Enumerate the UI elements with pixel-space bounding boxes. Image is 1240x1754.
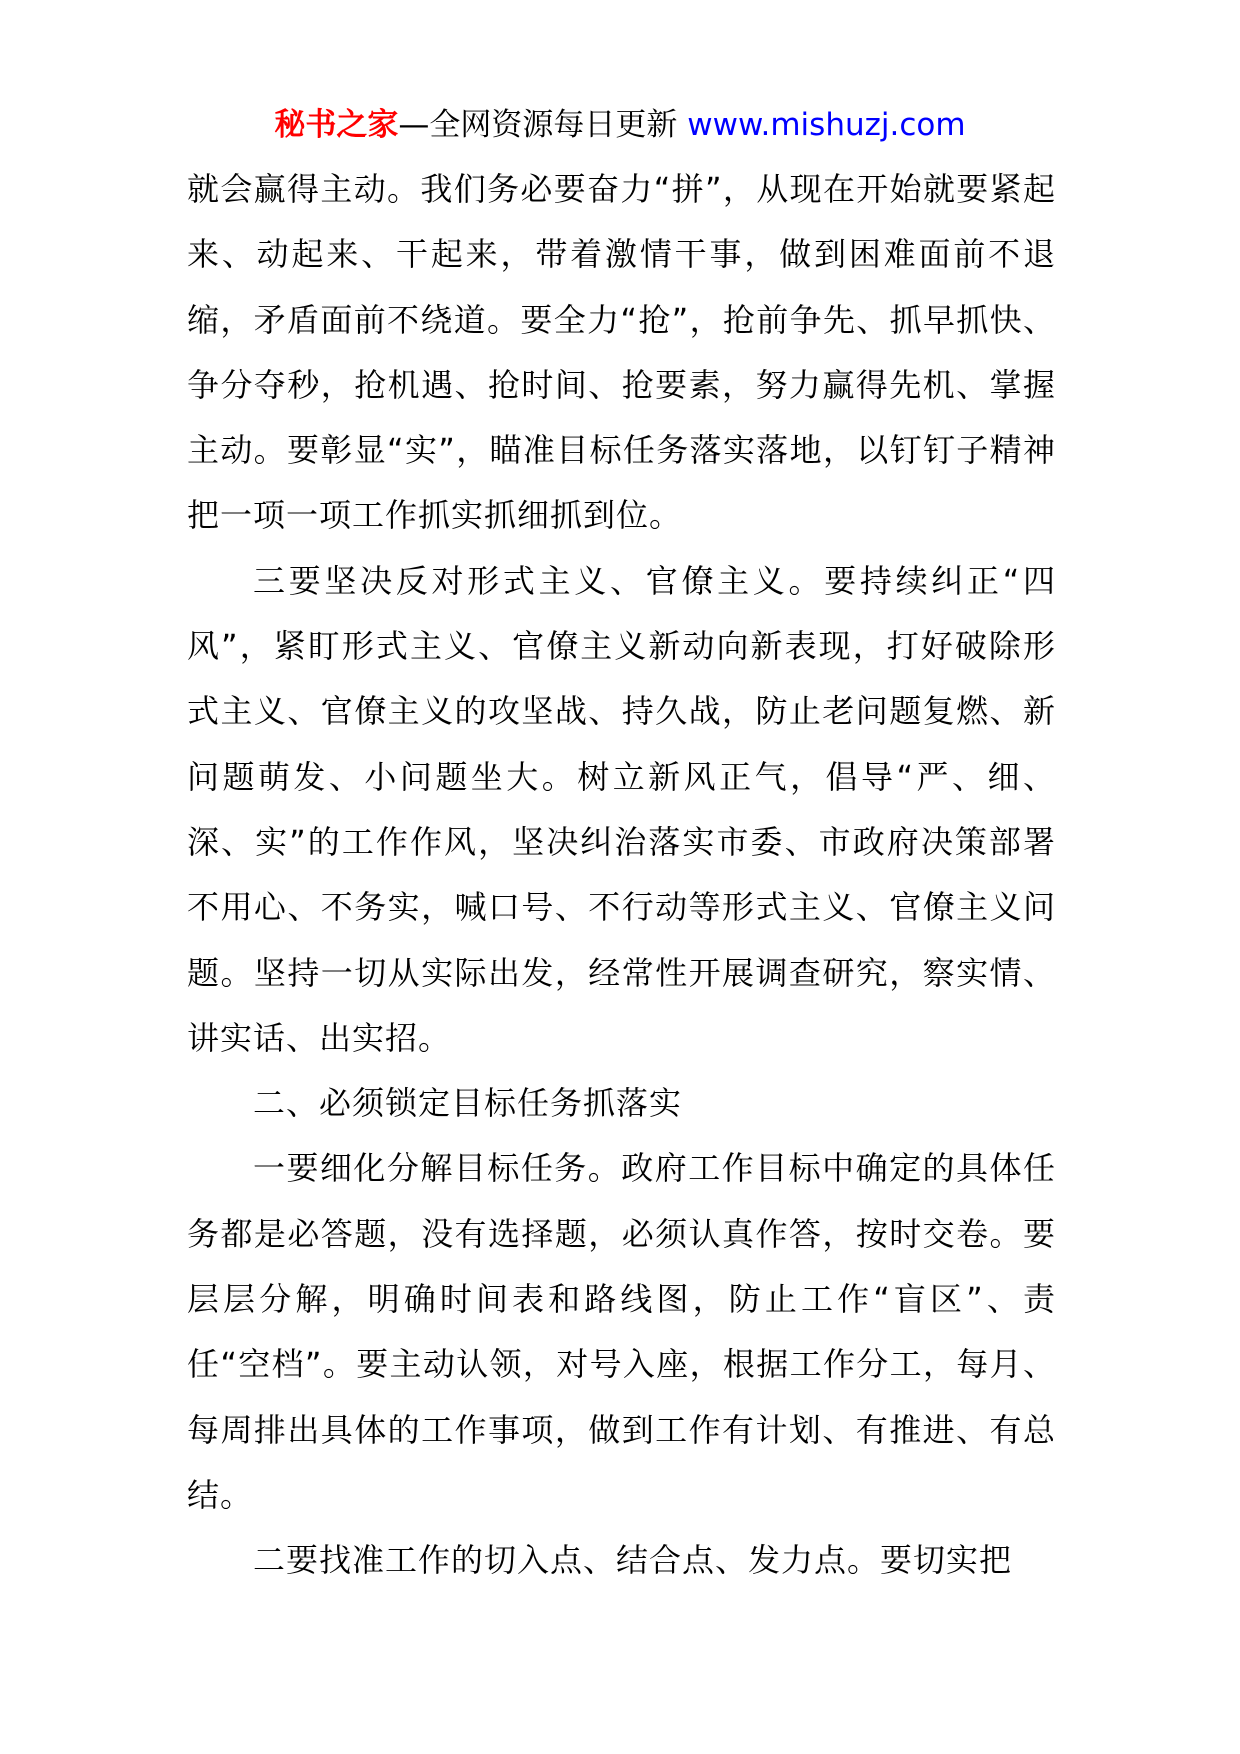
site-url-link[interactable]: www.mishuzj.com	[687, 107, 966, 143]
site-slogan: —全网资源每日更新	[398, 107, 688, 143]
site-header	[0, 98, 1240, 152]
document-body	[187, 157, 1056, 1594]
paragraph-point-two: 二要找准工作的切入点、结合点、发力点。要切实把	[253, 1541, 1013, 1580]
paragraph-point-one: 一要细化分解目标任务。政府工作目标中确定的具体任务都是必答题，没有选择题，必须认真作答，按时交卷。要层层分解，明确时间表和路线图，防止工作“盲区”、责任“空档”。要主动认领，对号入座，根据工作分工，每月、每周排出具体的工作事项，做到工作有计划、有推进、有总结。	[187, 1149, 1056, 1514]
paragraph-point-three: 三要坚决反对形式主义、官僚主义。要持续纠正“四风”，紧盯形式主义、官僚主义新动向新表现，打好破除形式主义、官僚主义的攻坚战、持久战，防止老问题复燃、新问题萌发、小问题坐大。树立新风正气，倡导“严、细、深、实”的工作作风，坚决纠治落实市委、市政府决策部署不用心、不务实，喊口号、不行动等形式主义、官僚主义问题。坚持一切从实际出发，经常性开展调查研究，察实情、讲实话、出实招。	[187, 561, 1056, 1057]
section-heading-two: 二、必须锁定目标任务抓落实	[253, 1084, 683, 1123]
paragraph-continuation: 就会赢得主动。我们务必要奋力“拼”，从现在开始就要紧起来、动起来、干起来，带着激情干事，做到困难面前不退缩，矛盾面前不绕道。要全力“抢”，抢前争先、抓早抓快、争分夺秒，抢机遇、抢时间、抢要素，努力赢得先机、掌握主动。要彰显“实”，瞄准目标任务落实落地，以钉钉子精神把一项一项工作抓实抓细抓到位。	[187, 170, 1056, 535]
site-brand: 秘书之家	[274, 107, 399, 143]
